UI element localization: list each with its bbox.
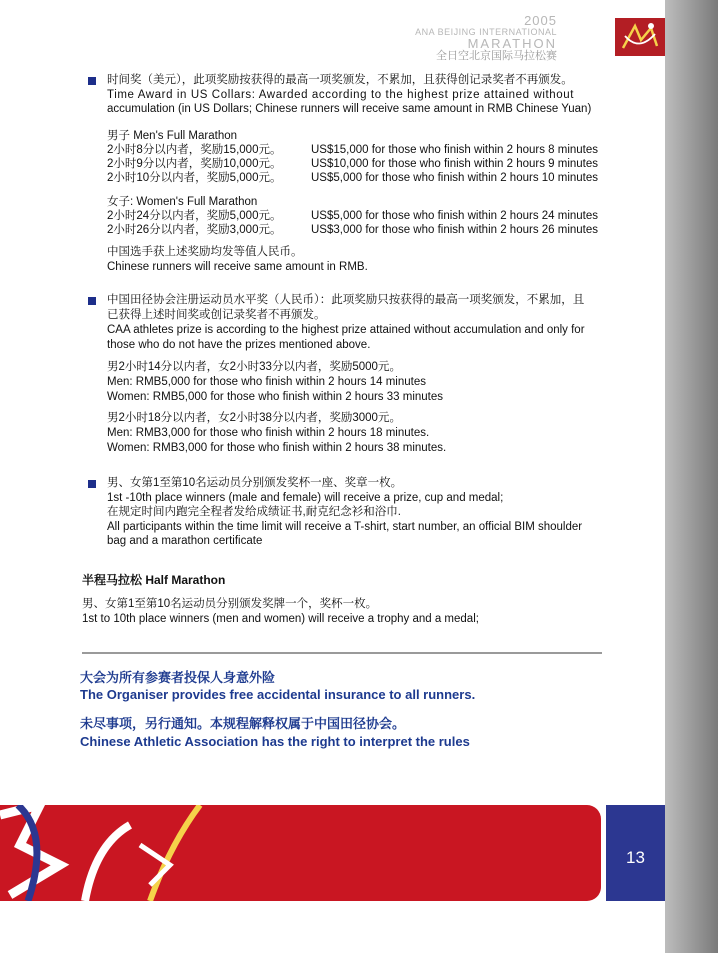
rules-en: Chinese Athletic Association has the right to interpret the rules — [80, 734, 470, 749]
women-award-en-1: US$5,000 for those who finish within 2 hours 24 minutes — [311, 210, 599, 222]
header-chinese-title: 全日空北京国际马拉松赛 — [436, 50, 557, 62]
page-number-box — [606, 805, 665, 901]
caa-3000-cn: 男2小时18分以内者，女2小时38分以内者，奖励3000元。 — [107, 412, 401, 424]
men-award-cn-2: 2小时9分以内者，奖励10,000元。 — [107, 158, 282, 170]
page-edge-shadow — [665, 0, 718, 953]
women-award-cn-2: 2小时26分以内者，奖励3,000元。 — [107, 224, 282, 236]
caa-prize-en-2: those who do not have the prizes mentioned above. — [107, 339, 371, 351]
finisher-en-2: bag and a marathon certificate — [107, 535, 263, 547]
women-award-cn-1: 2小时24分以内者，奖励5,000元。 — [107, 210, 282, 222]
insurance-en: The Organiser provides free accidental insurance to all runners. — [80, 687, 476, 702]
marathon-logo — [615, 18, 665, 56]
header-subtitle: ANA BEIJING INTERNATIONAL — [415, 27, 557, 37]
caa-5000-women: Women: RMB5,000 for those who finish within 2 hours 33 minutes — [107, 391, 444, 403]
women-award-en-2: US$3,000 for those who finish within 2 hours 26 minutes — [311, 224, 599, 236]
half-marathon-heading: 半程马拉松 Half Marathon — [82, 573, 226, 587]
time-award-en-1: Time Award in US Collars: Awarded according to the highest prize attained without — [107, 89, 575, 101]
rmb-note-en: Chinese runners will receive same amount in RMB. — [107, 261, 368, 273]
top10-cn: 男、女第1至第10名运动员分别颁发奖杯一座、奖章一枚。 — [107, 477, 403, 489]
caa-3000-men: Men: RMB3,000 for those who finish within 2 hours 18 minutes. — [107, 427, 430, 439]
caa-prize-cn-1: 中国田径协会注册运动员水平奖（人民币）：此项奖励只按获得的最高一项奖颁发，不累加，且 — [107, 294, 585, 306]
header-year: 2005 — [524, 13, 557, 28]
finisher-cn: 在规定时间内跑完全程者发给成绩证书,耐克纪念衫和浴巾. — [107, 506, 401, 518]
caa-prize-en-1: CAA athletes prize is according to the highest prize attained without accumulation and only for — [107, 324, 585, 336]
women-full-marathon-title: 女子: Women's Full Marathon — [107, 196, 258, 208]
men-award-en-2: US$10,000 for those who finish within 2 hours 9 minutes — [311, 158, 599, 170]
rmb-note-cn: 中国选手获上述奖励均发等值人民币。 — [107, 246, 303, 258]
bullet-icon — [88, 77, 96, 85]
men-award-en-3: US$5,000 for those who finish within 2 hours 10 minutes — [311, 172, 599, 184]
caa-5000-cn: 男2小时14分以内者，女2小时33分以内者，奖励5000元。 — [107, 361, 401, 373]
bullet-icon — [88, 480, 96, 488]
top10-en: 1st -10th place winners (male and female) will receive a prize, cup and medal; — [107, 492, 504, 504]
men-award-cn-1: 2小时8分以内者，奖励15,000元。 — [107, 144, 282, 156]
finisher-en-1: All participants within the time limit will receive a T-shirt, start number, an official BIM shoulder — [107, 521, 583, 533]
page-number: 13 — [626, 848, 645, 867]
insurance-cn: 大会为所有参赛者投保人身意外险 — [80, 670, 276, 685]
time-award-cn: 时间奖（美元），此项奖励按获得的最高一项奖颁发，不累加，且获得创记录奖者不再颁发。 — [107, 74, 573, 86]
event-header — [415, 14, 557, 63]
header-title: MARATHON — [467, 36, 557, 51]
men-award-cn-3: 2小时10分以内者，奖励5,000元。 — [107, 172, 282, 184]
caa-prize-cn-2: 已获得上述时间奖或创记录奖者不再颁发。 — [107, 309, 326, 321]
bullet-icon — [88, 297, 96, 305]
half-marathon-en: 1st to 10th place winners (men and women) will receive a trophy and a medal; — [82, 613, 479, 625]
rules-cn: 未尽事项，另行通知。本规程解释权属于中国田径协会。 — [80, 716, 406, 731]
caa-3000-women: Women: RMB3,000 for those who finish within 2 hours 38 minutes. — [107, 442, 447, 454]
caa-5000-men: Men: RMB5,000 for those who finish within 2 hours 14 minutes — [107, 376, 426, 388]
divider — [82, 652, 602, 654]
time-award-en-2: accumulation (in US Dollars; Chinese runners will receive same amount in RMB Chinese Yuan) — [107, 103, 592, 115]
men-award-en-1: US$15,000 for those who finish within 2 hours 8 minutes — [311, 144, 599, 156]
decorative-band — [0, 805, 601, 901]
half-marathon-cn: 男、女第1至第10名运动员分别颁发奖牌一个，奖杯一枚。 — [82, 598, 378, 610]
men-full-marathon-title: 男子 Men's Full Marathon — [107, 130, 238, 142]
